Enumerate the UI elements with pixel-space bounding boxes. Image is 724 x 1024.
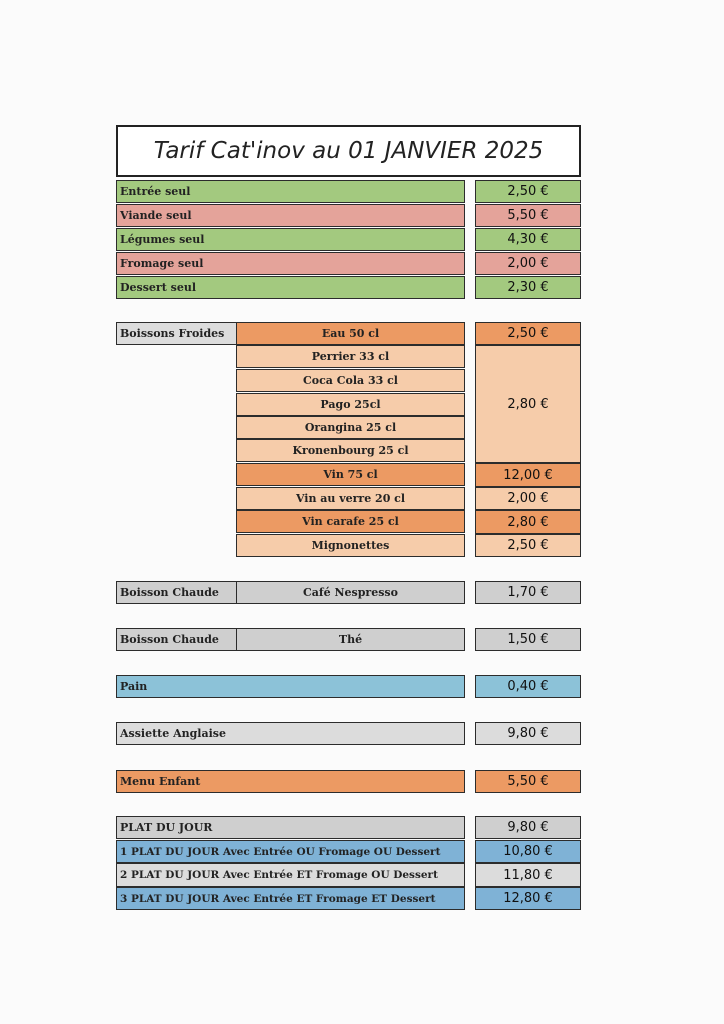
item-price-dessert: 2,30 € — [475, 276, 581, 299]
plat-label-1: 1 PLAT DU JOUR Avec Entrée OU Fromage OU Dessert — [116, 840, 465, 863]
plat-price-0: 9,80 € — [475, 816, 581, 839]
drink-item-vin-75: Vin 75 cl — [236, 463, 465, 486]
drink-item-pago: Pago 25cl — [236, 393, 465, 416]
row-price-assiette: 9,80 € — [475, 722, 581, 745]
page-title: Tarif Cat'inov au 01 JANVIER 2025 — [116, 125, 581, 177]
item-label-viande: Viande seul — [116, 204, 465, 227]
plat-label-3: 3 PLAT DU JOUR Avec Entrée ET Fromage ET Dessert — [116, 887, 465, 910]
plat-label-2: 2 PLAT DU JOUR Avec Entrée ET Fromage OU Dessert — [116, 863, 465, 887]
drink-price-vin-75: 12,00 € — [475, 463, 581, 487]
drink-price-mignonettes: 2,50 € — [475, 534, 581, 557]
row-price-pain: 0,40 € — [475, 675, 581, 698]
drink-item-orangina: Orangina 25 cl — [236, 416, 465, 439]
row-label-menu-enfant: Menu Enfant — [116, 770, 465, 793]
item-price-entree: 2,50 € — [475, 180, 581, 203]
item-label-legumes: Légumes seul — [116, 228, 465, 251]
item-label-fromage: Fromage seul — [116, 252, 465, 275]
row-price-menu-enfant: 5,50 € — [475, 770, 581, 793]
cold-drinks-category: Boissons Froides — [116, 322, 237, 345]
hot-drink-price-the: 1,50 € — [475, 628, 581, 651]
plat-price-2: 11,80 € — [475, 863, 581, 887]
row-label-assiette: Assiette Anglaise — [116, 722, 465, 745]
item-price-legumes: 4,30 € — [475, 228, 581, 251]
hot-drink-item-cafe: Café Nespresso — [236, 581, 465, 604]
drink-item-kronenbourg: Kronenbourg 25 cl — [236, 439, 465, 462]
hot-drink-price-cafe: 1,70 € — [475, 581, 581, 604]
item-price-fromage: 2,00 € — [475, 252, 581, 275]
hot-drink-category-cafe: Boisson Chaude — [116, 581, 237, 604]
item-label-entree: Entrée seul — [116, 180, 465, 203]
hot-drink-category-the: Boisson Chaude — [116, 628, 237, 651]
row-label-pain: Pain — [116, 675, 465, 698]
plat-price-1: 10,80 € — [475, 840, 581, 863]
drink-item-perrier: Perrier 33 cl — [236, 345, 465, 368]
drink-item-eau: Eau 50 cl — [236, 322, 465, 345]
drink-item-vin-carafe: Vin carafe 25 cl — [236, 510, 465, 533]
drink-item-mignonettes: Mignonettes — [236, 534, 465, 557]
plat-price-3: 12,80 € — [475, 887, 581, 910]
hot-drink-item-the: Thé — [236, 628, 465, 651]
drink-price-soft-group: 2,80 € — [475, 345, 581, 463]
drink-price-vin-verre: 2,00 € — [475, 487, 581, 510]
item-label-dessert: Dessert seul — [116, 276, 465, 299]
plat-label-0: PLAT DU JOUR — [116, 816, 465, 839]
drink-price-vin-carafe: 2,80 € — [475, 510, 581, 534]
drink-item-vin-verre: Vin au verre 20 cl — [236, 487, 465, 510]
drink-item-coca: Coca Cola 33 cl — [236, 369, 465, 392]
drink-price-eau: 2,50 € — [475, 322, 581, 345]
item-price-viande: 5,50 € — [475, 204, 581, 227]
